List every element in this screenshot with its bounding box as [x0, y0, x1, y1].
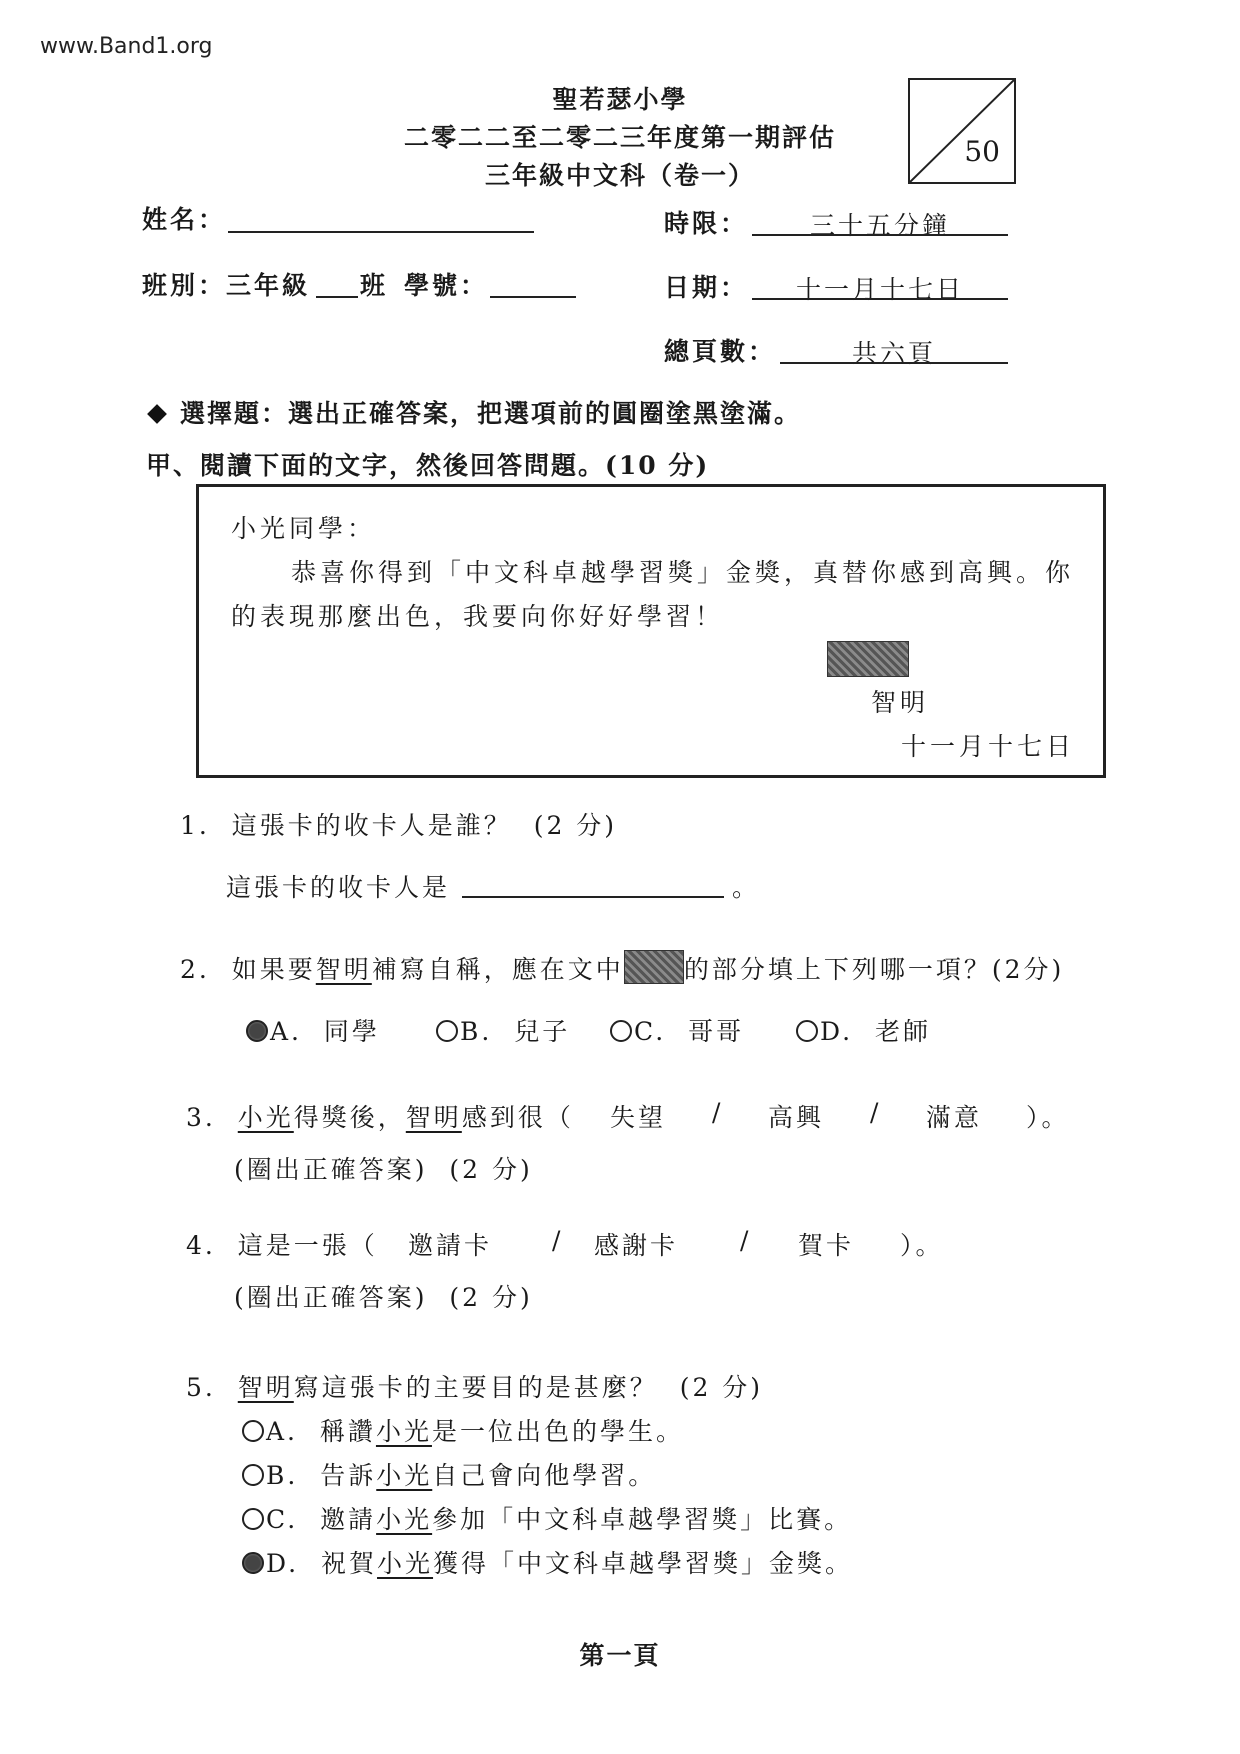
- q3-text-1: 得獎後，: [293, 1103, 406, 1132]
- card-date: 十一月十七日: [901, 732, 1076, 761]
- q3-text-2: 感到很（: [461, 1103, 574, 1132]
- q5-option-d-post: 獲得「中文科卓越學習獎」金獎。: [433, 1549, 854, 1578]
- card-salutation: 小光同學：: [231, 514, 377, 543]
- q5-option-a-label: A.: [266, 1417, 299, 1446]
- q5-score: (2 分): [679, 1373, 764, 1402]
- date-line: [752, 298, 1008, 300]
- q2-option-d-label: D.: [820, 1017, 854, 1046]
- time-label: 時限：: [664, 209, 749, 238]
- q3-separator-2: /: [870, 1098, 882, 1127]
- q5-option-d-name: 小光: [377, 1549, 434, 1578]
- radio-empty-icon[interactable]: [436, 1020, 458, 1042]
- redacted-self-reference: [827, 641, 909, 677]
- q4-note: [234, 1278, 533, 1314]
- question-5: [186, 1368, 763, 1404]
- radio-filled-icon[interactable]: [242, 1552, 264, 1574]
- assessment-title: 二零二二至二零二三年度第一期評估: [403, 123, 836, 152]
- radio-empty-icon[interactable]: [242, 1464, 264, 1486]
- q5-option-b-name: 小光: [376, 1461, 433, 1490]
- school-name: 聖若瑟小學: [552, 85, 688, 114]
- q4-choice-1[interactable]: 邀請卡: [408, 1231, 493, 1260]
- name-input-line[interactable]: [228, 231, 534, 233]
- q5-option-d-pre: 祝賀: [321, 1549, 378, 1578]
- q1-number: 1.: [180, 811, 210, 840]
- q5-option-a[interactable]: [242, 1412, 684, 1448]
- q3-choice-2[interactable]: 高興: [768, 1103, 825, 1132]
- class-input-line[interactable]: [316, 296, 358, 298]
- q2-number: 2.: [180, 955, 210, 984]
- student-number-input-line[interactable]: [490, 296, 576, 298]
- q4-number: 4.: [186, 1231, 216, 1260]
- q5-number: 5.: [186, 1373, 216, 1402]
- instruction: [146, 394, 801, 430]
- q5-option-c-label: C.: [266, 1505, 299, 1534]
- question-2: [180, 950, 1064, 986]
- q2-option-b[interactable]: [436, 1012, 570, 1048]
- q5-name: 智明: [237, 1373, 294, 1402]
- q4-choice-3[interactable]: 賀卡: [798, 1231, 855, 1260]
- score-box: [908, 78, 1016, 184]
- q1-answer-suffix: 。: [732, 873, 761, 902]
- q4-note-text: (圈出正確答案): [234, 1283, 428, 1312]
- time-value: 三十五分鐘: [809, 211, 950, 240]
- q3-note: [234, 1150, 533, 1186]
- q4-choice-2[interactable]: 感謝卡: [594, 1231, 679, 1260]
- radio-filled-icon[interactable]: [246, 1020, 268, 1042]
- q4-separator-1: /: [552, 1226, 564, 1255]
- page-footer: 第一頁: [579, 1641, 661, 1670]
- greeting-card: [196, 484, 1106, 778]
- time-line: [752, 234, 1008, 236]
- q3-number: 3.: [186, 1103, 216, 1132]
- card-line-1: 恭喜你得到「中文科卓越學習獎」金獎，真替你感到高興。你: [291, 558, 1075, 587]
- card-signature: 智明: [871, 688, 930, 717]
- q3-choice-3[interactable]: 滿意: [926, 1103, 983, 1132]
- watermark: www.Band1.org: [40, 34, 213, 59]
- q1-text: 這張卡的收卡人是誰？: [231, 811, 512, 840]
- q3-note-text: (圈出正確答案): [234, 1155, 428, 1184]
- q5-option-c-name: 小光: [376, 1505, 433, 1534]
- question-3: [186, 1098, 574, 1134]
- q2-redacted-box: [624, 950, 684, 984]
- radio-empty-icon[interactable]: [796, 1020, 818, 1042]
- q2-option-b-text: 兒子: [514, 1017, 571, 1046]
- q5-option-c-pre: 邀請: [320, 1505, 377, 1534]
- q1-answer-prefix: 這張卡的收卡人是: [226, 873, 451, 902]
- pages-label: 總頁數：: [664, 337, 777, 366]
- section-a-heading: 甲、閱讀下面的文字，然後回答問題。(10 分): [146, 451, 710, 480]
- q2-option-c-text: 哥哥: [688, 1017, 745, 1046]
- card-line-2: 的表現那麼出色，我要向你好好學習！: [231, 602, 725, 631]
- q2-mid: 補寫自稱，應在文中: [371, 955, 624, 984]
- q3-score: (2 分): [449, 1155, 533, 1184]
- radio-empty-icon[interactable]: [610, 1020, 632, 1042]
- q4-score: (2 分): [449, 1283, 533, 1312]
- pages-line: [780, 362, 1008, 364]
- class-label: 班別：三年級: [142, 271, 311, 300]
- q5-option-a-name: 小光: [375, 1417, 432, 1446]
- q1-score: (2 分): [533, 811, 618, 840]
- question-1: [180, 806, 617, 842]
- diamond-bullet-icon: [147, 404, 167, 424]
- radio-empty-icon[interactable]: [242, 1508, 264, 1530]
- q5-option-c-post: 參加「中文科卓越學習獎」比賽。: [432, 1505, 853, 1534]
- q5-option-a-post: 是一位出色的學生。: [431, 1417, 684, 1446]
- class-suffix: 班: [360, 271, 389, 300]
- q2-pre: 如果要: [231, 955, 316, 984]
- score-total: 50: [964, 135, 1000, 168]
- q5-option-d[interactable]: [242, 1544, 853, 1580]
- instruction-text: 選擇題：選出正確答案，把選項前的圓圈塗黑塗滿。: [180, 399, 802, 428]
- radio-empty-icon[interactable]: [242, 1420, 264, 1442]
- q3-name-2: 智明: [405, 1103, 462, 1132]
- student-number-label: 學號：: [404, 271, 489, 300]
- q2-option-c[interactable]: [610, 1012, 744, 1048]
- q4-close: ）。: [900, 1231, 944, 1260]
- q2-option-d-text: 老師: [875, 1017, 932, 1046]
- q2-option-a-text: 同學: [323, 1017, 380, 1046]
- date-value: 十一月十七日: [795, 275, 964, 304]
- q1-answer-line[interactable]: [462, 896, 724, 898]
- q3-separator-1: /: [712, 1098, 724, 1127]
- q5-option-c[interactable]: [242, 1500, 852, 1536]
- q2-option-d[interactable]: [796, 1012, 931, 1048]
- date-label: 日期：: [664, 273, 749, 302]
- q5-option-d-label: D.: [266, 1549, 300, 1578]
- q4-separator-2: /: [740, 1226, 752, 1255]
- pages-value: 共六頁: [851, 339, 936, 368]
- q3-name-1: 小光: [237, 1103, 294, 1132]
- q2-option-a[interactable]: [246, 1012, 380, 1048]
- q2-name: 智明: [315, 955, 372, 984]
- name-label: 姓名：: [142, 205, 227, 234]
- q5-option-b-post: 自己會向他學習。: [432, 1461, 657, 1490]
- q4-text: 這是一張（: [237, 1231, 378, 1260]
- q5-option-a-pre: 稱讚: [319, 1417, 376, 1446]
- q5-option-b[interactable]: [242, 1456, 656, 1492]
- q5-option-b-label: B.: [266, 1461, 299, 1490]
- q2-post: 的部分填上下列哪一項？: [683, 955, 992, 984]
- subject-title: 三年級中文科（卷一）: [484, 161, 755, 190]
- q2-option-a-label: A.: [270, 1017, 303, 1046]
- question-4: [186, 1226, 378, 1262]
- q5-option-b-pre: 告訴: [320, 1461, 377, 1490]
- q2-option-c-label: C.: [634, 1017, 667, 1046]
- q3-choice-1[interactable]: 失望: [610, 1103, 667, 1132]
- q3-close: ）。: [1026, 1103, 1070, 1132]
- q5-text: 寫這張卡的主要目的是甚麼？: [293, 1373, 658, 1402]
- q2-score: (2分): [991, 955, 1065, 984]
- q2-option-b-label: B.: [460, 1017, 493, 1046]
